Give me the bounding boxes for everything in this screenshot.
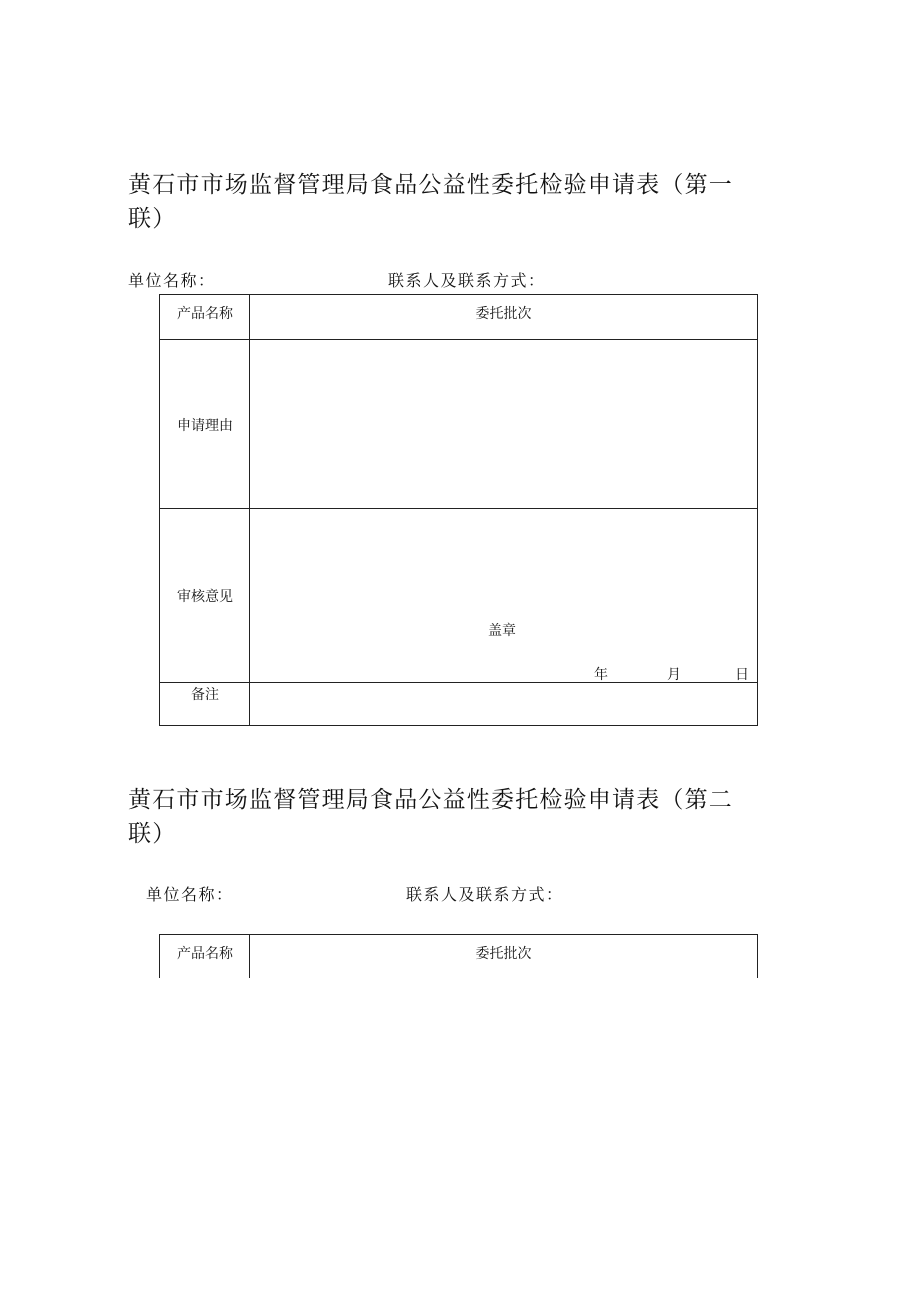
form1-title: 黄石市市场监督管理局食品公益性委托检验申请表（第一联）	[128, 172, 733, 232]
form1-year-label: 年	[594, 667, 608, 683]
form2-title: 黄石市市场监督管理局食品公益性委托检验申请表（第二联）	[128, 787, 733, 847]
form1-seal-label: 盖章	[488, 623, 516, 639]
form1-unit-name-label: 单位名称：	[128, 271, 216, 290]
form1-batch-label: 委托批次	[475, 306, 532, 322]
form1-table	[159, 294, 758, 726]
form2-unit-name-label: 单位名称：	[146, 885, 234, 904]
form2-contact-label: 联系人及联系方式：	[406, 885, 564, 904]
form1-info-line	[128, 270, 768, 292]
form1-day-label: 日	[735, 667, 749, 683]
form2-batch-label: 委托批次	[475, 946, 532, 962]
form1-review-field[interactable]	[250, 509, 757, 682]
form1-reason-label: 申请理由	[177, 418, 233, 434]
form1-contact-label: 联系人及联系方式：	[388, 271, 546, 290]
form1-review-label: 审核意见	[177, 589, 233, 605]
form2-table	[159, 934, 758, 978]
form1-product-batch-field[interactable]	[250, 295, 757, 339]
form2-product-batch-field[interactable]	[250, 935, 757, 978]
form2-info-line	[146, 884, 766, 906]
form1-month-label: 月	[667, 667, 681, 683]
form2-product-name-label: 产品名称	[177, 946, 233, 962]
form1-product-name-label: 产品名称	[177, 306, 233, 322]
form1-remark-field[interactable]	[250, 683, 757, 725]
form1-remark-label: 备注	[191, 687, 219, 703]
form1-reason-field[interactable]	[250, 340, 757, 508]
